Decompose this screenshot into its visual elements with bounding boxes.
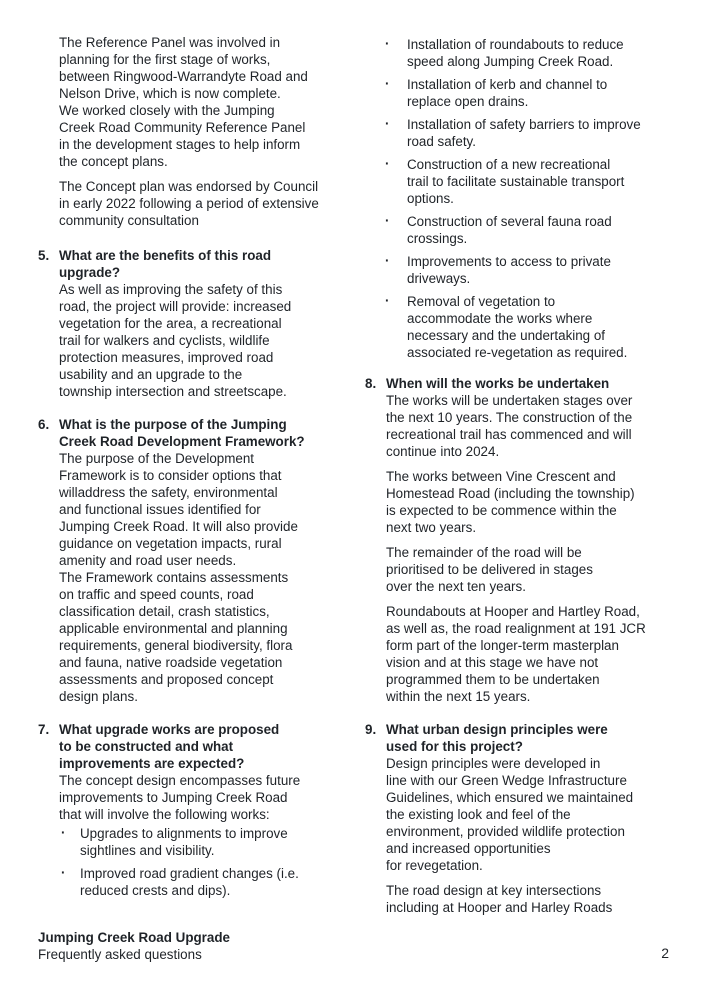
- intro-paragraph: The Reference Panel was involved in planning for the first stage of works, between Ringwood-Warrandyte Road and Nelson Drive, which is now complete. We worked closely with the Jumping Creek Road Community Reference Panel in the development stages to help inform the concept plans.: [59, 35, 308, 169]
- list-item: · Improved road gradient changes (i.e. reduced crests and dips).: [59, 865, 343, 899]
- question-number: 5.: [38, 248, 50, 263]
- list-item: · Upgrades to alignments to improve sightlines and visibility.: [59, 825, 343, 859]
- answer-paragraph: The works will be undertaken stages over the next 10 years. The construction of the recreational trail has commenced and will continue into 2024.: [386, 393, 633, 459]
- page-number: 2: [661, 945, 669, 961]
- answer-paragraph: As well as improving the safety of this road, the project will provide: increased vegetation for the area, a recreational trail for walkers and cyclists, wildlife protection measures, improved road usability and an upgrade to the township intersection and streetscape.: [59, 282, 292, 399]
- footer-subtitle: Frequently asked questions: [38, 947, 202, 962]
- question-heading: [38, 416, 343, 450]
- answer-paragraph: Roundabouts at Hooper and Hartley Road, as well as, the road realignment at 191 JCR form part of the longer-term masterplan vision and at this stage we have not programmed them to be undertaken within the next 15 years.: [386, 604, 646, 704]
- faq-item-8: [365, 375, 665, 705]
- right-column: [365, 36, 665, 932]
- intro-paragraph: The Concept plan was endorsed by Council in early 2022 following a period of extensive community consultation: [59, 179, 319, 228]
- list-item: · Installation of roundabouts to reduce speed along Jumping Creek Road.: [365, 36, 665, 70]
- faq-item-5: [38, 247, 343, 400]
- faq-item-9: [365, 721, 665, 916]
- question-heading: [365, 375, 665, 392]
- question-heading: [38, 721, 343, 772]
- answer-paragraph: The concept design encompasses future improvements to Jumping Creek Road that will involve the following works:: [59, 773, 301, 822]
- faq-item-7: [38, 721, 343, 899]
- answer-paragraph: The purpose of the Development Framework is to consider options that willaddress the safety, environmental and functional issues identified for Jumping Creek Road. It will also provide guidance on vegetation impacts, rural amenity and road user needs. The Framework contains assessments on traffic and speed counts, road classification detail, crash statistics, applicable environmental and planning requirements, general biodiversity, flora and fauna, native roadside vegetation assessments and proposed concept design plans.: [59, 451, 298, 704]
- answer-paragraph: Design principles were developed in line with our Green Wedge Infrastructure Guidelines, which ensured we maintained the existing look and feel of the environment, provided wildlife protection and increased opportunities for revegetation.: [386, 756, 634, 873]
- question-title: What urban design principles were used for this project?: [386, 722, 608, 754]
- answer-paragraph: The remainder of the road will be prioritised to be delivered in stages over the next ten years.: [386, 545, 593, 594]
- works-list-continued: [365, 36, 665, 361]
- question-number: 9.: [365, 722, 377, 737]
- question-title: What are the benefits of this road upgrade?: [59, 248, 272, 280]
- faq-item-6: [38, 416, 343, 705]
- list-item: · Installation of kerb and channel to replace open drains.: [365, 76, 665, 110]
- question-title: When will the works be undertaken: [386, 376, 610, 391]
- question-heading: [365, 721, 665, 755]
- left-column: [38, 34, 343, 915]
- question-number: 7.: [38, 722, 50, 737]
- footer-title: Jumping Creek Road Upgrade: [38, 930, 230, 945]
- works-list: [59, 825, 343, 899]
- question-title: What is the purpose of the Jumping Creek Road Development Framework?: [59, 417, 305, 449]
- list-item: · Improvements to access to private driveways.: [365, 253, 665, 287]
- question-heading: [38, 247, 343, 281]
- answer-paragraph: The works between Vine Crescent and Homestead Road (including the township) is expected to be commence within the next two years.: [386, 469, 635, 535]
- question-number: 6.: [38, 417, 50, 432]
- list-item: · Construction of a new recreational trail to facilitate sustainable transport options.: [365, 156, 665, 207]
- question-number: 8.: [365, 376, 377, 391]
- page-footer: [38, 929, 230, 963]
- list-item: · Removal of vegetation to accommodate the works where necessary and the undertaking of associated re-vegetation as required.: [365, 293, 665, 361]
- question-title: What upgrade works are proposed to be constructed and what improvements are expected?: [59, 722, 280, 771]
- list-item: · Installation of safety barriers to improve road safety.: [365, 116, 665, 150]
- answer-paragraph: The road design at key intersections including at Hooper and Harley Roads: [386, 883, 613, 915]
- list-item: · Construction of several fauna road crossings.: [365, 213, 665, 247]
